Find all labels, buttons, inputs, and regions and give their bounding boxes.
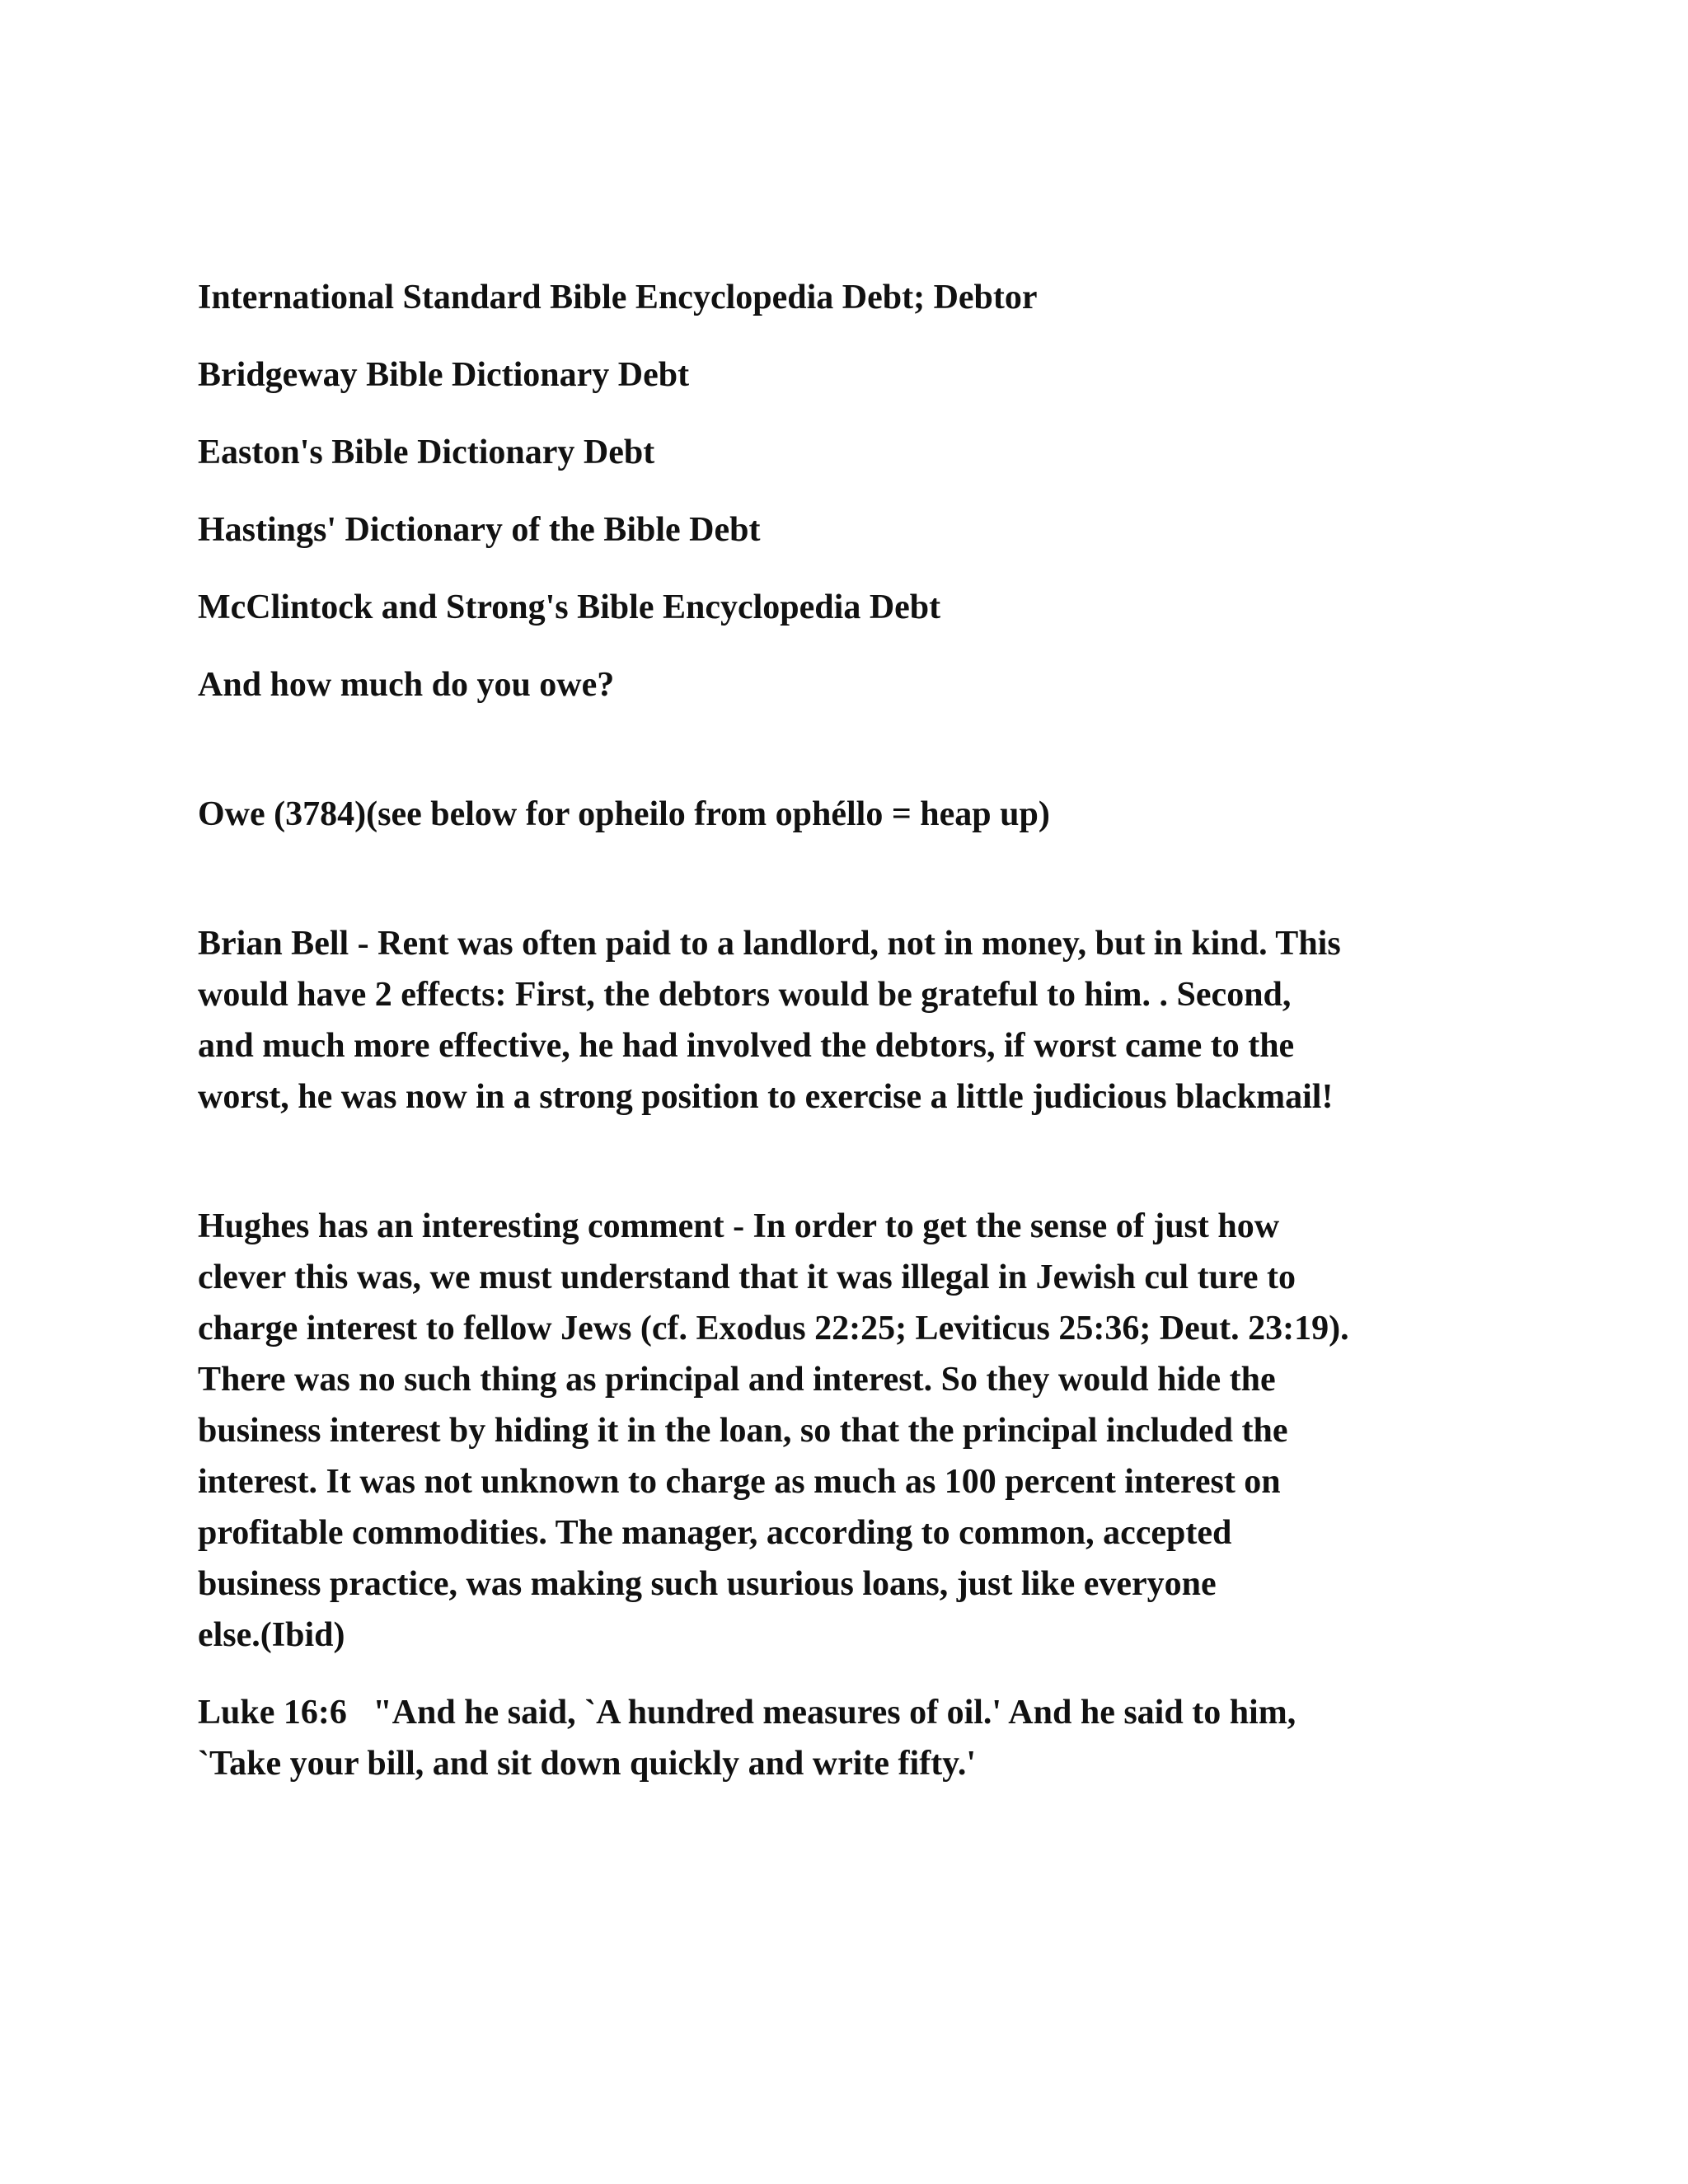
paragraph-line: would have 2 effects: First, the debtors would be grateful to him. . Second, <box>198 976 1292 1014</box>
paragraph-line: clever this was, we must understand that it was illegal in Jewish cul ture to <box>198 1258 1296 1296</box>
hughes-paragraph <box>198 1201 1517 1661</box>
paragraph-line: Luke 16:6 "And he said, `A hundred measures of oil.' And he said to him, <box>198 1694 1296 1732</box>
paragraph-line: There was no such thing as principal and interest. So they would hide the <box>198 1361 1276 1399</box>
reference-bridgeway: Bridgeway Bible Dictionary Debt <box>198 356 690 394</box>
paragraph-line: charge interest to fellow Jews (cf. Exodus 22:25; Leviticus 25:36; Deut. 23:19). <box>198 1310 1349 1347</box>
owe-definition: Owe (3784)(see below for opheilo from ophéllo = heap up) <box>198 795 1050 833</box>
luke-verse-paragraph <box>198 1687 1517 1789</box>
reference-isbe: International Standard Bible Encyclopedia Debt; Debtor <box>198 279 1038 316</box>
paragraph-line: else.(Ibid) <box>198 1616 345 1654</box>
reference-hastings: Hastings' Dictionary of the Bible Debt <box>198 511 761 549</box>
paragraph-line: Hughes has an interesting comment - In order to get the sense of just how <box>198 1207 1280 1245</box>
reference-mcclintock: McClintock and Strong's Bible Encyclopedia Debt <box>198 588 941 626</box>
paragraph-line: business interest by hiding it in the loan, so that the principal included the <box>198 1412 1288 1450</box>
brian-bell-paragraph <box>198 918 1517 1122</box>
question-line: And how much do you owe? <box>198 666 615 704</box>
paragraph-line: business practice, was making such usurious loans, just like everyone <box>198 1565 1217 1603</box>
paragraph-line: and much more effective, he had involved the debtors, if worst came to the <box>198 1027 1295 1065</box>
document-body <box>198 272 1517 1789</box>
paragraph-line: interest. It was not unknown to charge as much as 100 percent interest on <box>198 1463 1281 1501</box>
paragraph-line: `Take your bill, and sit down quickly and write fifty.' <box>198 1745 977 1783</box>
reference-easton: Easton's Bible Dictionary Debt <box>198 434 655 471</box>
paragraph-line: Brian Bell - Rent was often paid to a landlord, not in money, but in kind. This <box>198 925 1341 963</box>
paragraph-line: worst, he was now in a strong position to exercise a little judicious blackmail! <box>198 1078 1334 1116</box>
paragraph-line: profitable commodities. The manager, according to common, accepted <box>198 1514 1232 1552</box>
